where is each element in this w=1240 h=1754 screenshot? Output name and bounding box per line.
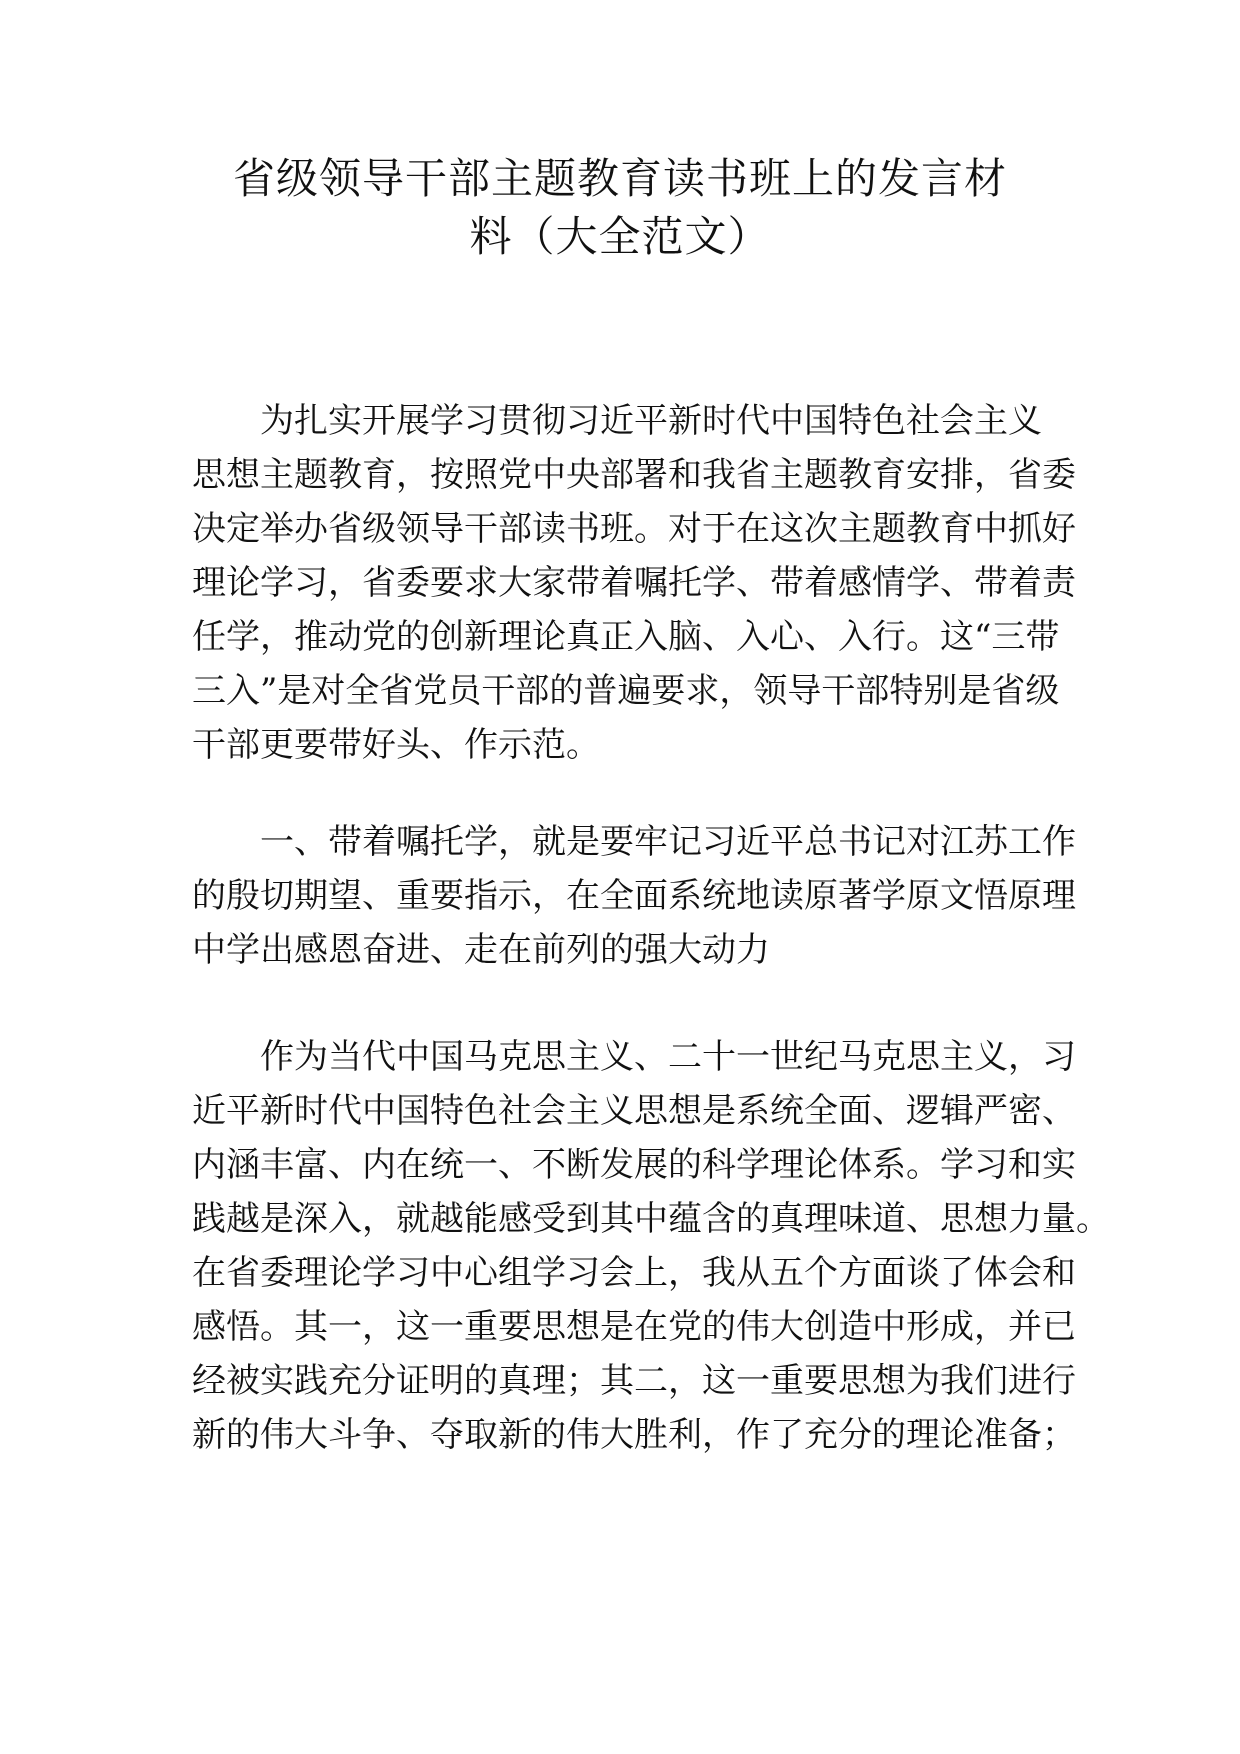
text-line: 为扎实开展学习贯彻习近平新时代中国特色社会主义 [192, 401, 1042, 441]
text-line: 决定举办省级领导干部读书班。对于在这次主题教育中抓好 [192, 509, 1076, 549]
text-line: 近平新时代中国特色社会主义思想是系统全面、逻辑严密、 [192, 1091, 1076, 1131]
text-line: 践越是深入，就越能感受到其中蕴含的真理味道、思想力量。 [192, 1199, 1110, 1239]
paragraph-body [192, 1030, 1110, 1462]
paragraph-intro [192, 394, 1076, 772]
text-line: 新的伟大斗争、夺取新的伟大胜利，作了充分的理论准备； [192, 1415, 1076, 1455]
text-line: 内涵丰富、内在统一、不断发展的科学理论体系。学习和实 [192, 1145, 1076, 1185]
text-line: 中学出感恩奋进、走在前列的强大动力 [192, 930, 770, 970]
text-line: 经被实践充分证明的真理；其二，这一重要思想为我们进行 [192, 1361, 1076, 1401]
text-line: 在省委理论学习中心组学习会上，我从五个方面谈了体会和 [192, 1253, 1076, 1293]
text-line: 作为当代中国马克思主义、二十一世纪马克思主义，习 [192, 1037, 1076, 1077]
text-line: 干部更要带好头、作示范。 [192, 725, 600, 765]
title-line: 料（大全范文） [469, 212, 771, 261]
text-line: 思想主题教育，按照党中央部署和我省主题教育安排，省委 [192, 455, 1076, 495]
text-line: 一、带着嘱托学，就是要牢记习近平总书记对江苏工作 [192, 822, 1076, 862]
text-line: 三入”是对全省党员干部的普遍要求，领导干部特别是省级 [192, 671, 1060, 711]
text-line: 理论学习，省委要求大家带着嘱托学、带着感情学、带着责 [192, 563, 1076, 603]
document-title [150, 150, 1090, 266]
text-line: 的殷切期望、重要指示，在全面系统地读原著学原文悟原理 [192, 876, 1076, 916]
text-line: 感悟。其一，这一重要思想是在党的伟大创造中形成，并已 [192, 1307, 1076, 1347]
title-line: 省级领导干部主题教育读书班上的发言材 [232, 154, 1007, 203]
paragraph-section-heading [192, 815, 1076, 977]
text-line: 任学，推动党的创新理论真正入脑、入心、入行。这“三带 [192, 617, 1060, 657]
